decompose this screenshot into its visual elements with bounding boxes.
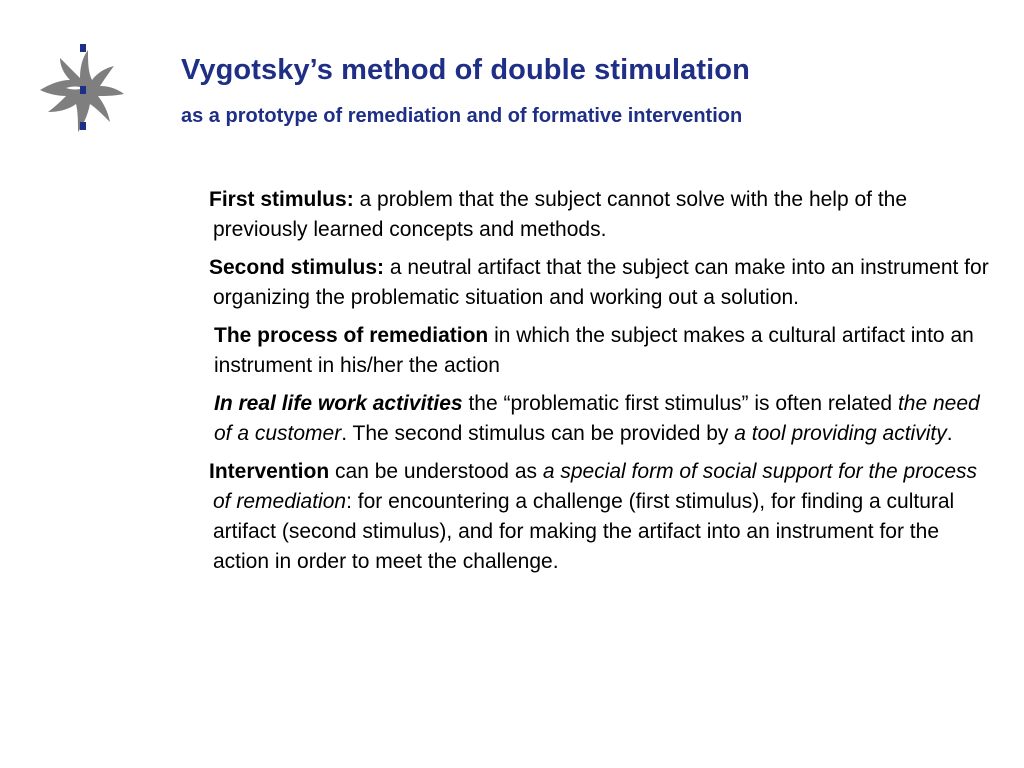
text-second-stimulus: a neutral artifact that the subject can make into an instrument for organizing the problematic situation and working out a solution. xyxy=(213,256,989,309)
text-real-life-1: the “problematic first stimulus” is often related xyxy=(462,392,898,415)
slide-subtitle: as a prototype of remediation and of formative intervention xyxy=(181,105,743,127)
term-real-life: In real life work activities xyxy=(214,392,463,415)
text-real-life-italic-2: a tool providing activity xyxy=(734,422,947,445)
university-flame-logo-icon xyxy=(36,44,128,136)
paragraph-first-stimulus xyxy=(209,185,989,245)
text-intervention-2: : for encountering a challenge (first stimulus), for finding a cultural artifact (second stimulus), and for making the artifact into an instrument for the action in order to meet the challenge. xyxy=(213,490,955,573)
text-real-life-2: . The second stimulus can be provided by xyxy=(341,422,735,445)
paragraph-second-stimulus xyxy=(209,253,989,313)
term-intervention: Intervention xyxy=(209,460,330,483)
paragraph-remediation xyxy=(209,321,989,381)
text-intervention-italic: a special form of social support for the process of remediation xyxy=(213,460,978,513)
text-intervention-1: can be understood as xyxy=(329,460,543,483)
term-remediation: The process of remediation xyxy=(214,324,489,347)
slide-title: Vygotsky’s method of double stimulation xyxy=(181,54,750,86)
text-remediation: in which the subject makes a cultural artifact into an instrument in his/her the action xyxy=(214,324,974,377)
slide-body xyxy=(209,185,989,585)
paragraph-intervention xyxy=(209,457,989,577)
text-real-life-3: . xyxy=(946,422,953,445)
text-real-life-italic-1: the need of a customer xyxy=(214,392,980,445)
paragraph-real-life xyxy=(209,389,989,449)
text-first-stimulus: a problem that the subject cannot solve with the help of the previously learned concepts and methods. xyxy=(213,188,908,241)
term-second-stimulus: Second stimulus: xyxy=(209,256,385,279)
term-first-stimulus: First stimulus: xyxy=(209,188,354,211)
